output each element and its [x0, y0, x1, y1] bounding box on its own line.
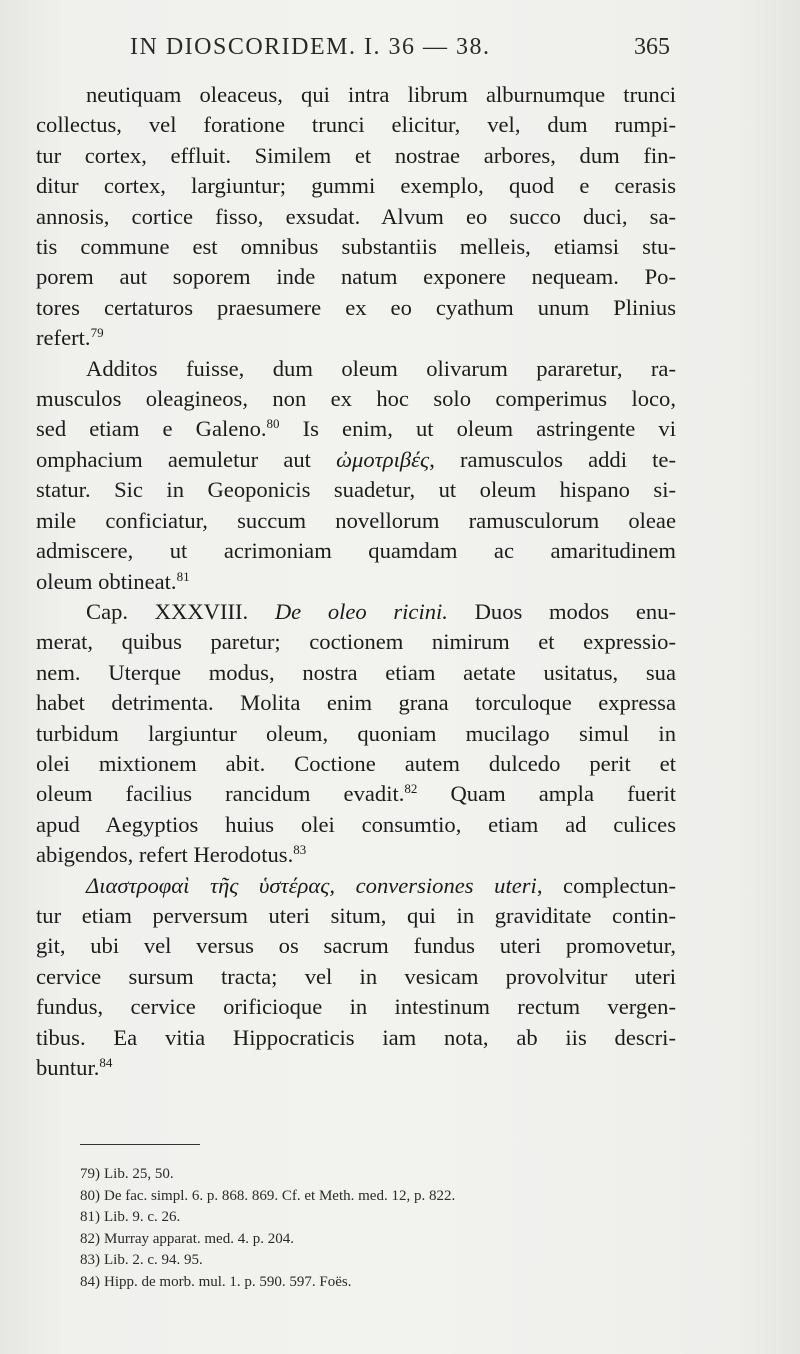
line-text: Cap. XXXVIII.: [86, 598, 275, 624]
line-text: Is enim, ut oleum astringente vi: [279, 416, 677, 442]
text-line: [36, 506, 676, 536]
footnote-text: De fac. simpl. 6. p. 868. 869. Cf. et Meth. med. 12, p. 822.: [104, 1187, 456, 1204]
line-text: abigendos, refert Herodotus.: [36, 842, 294, 868]
text-line: [36, 627, 676, 657]
text-line: [36, 658, 676, 688]
footnote-item: [58, 1207, 698, 1229]
line-text: olei mixtionem abit. Coctione autem dulcedo perit et: [36, 750, 676, 776]
line-text: omphacium aemuletur aut: [36, 446, 337, 472]
italic-phrase: ὠμοτριβές: [336, 446, 430, 472]
footnotes: [58, 1164, 698, 1293]
text-line: [36, 1053, 676, 1083]
line-text: tores certaturos praesumere ex eo cyathum unum Plinius: [36, 294, 676, 320]
line-text: Quam ampla fuerit: [417, 781, 676, 807]
text-line: [36, 719, 676, 749]
text-line: [36, 688, 676, 718]
line-text: turbidum largiuntur oleum, quoniam mucilago simul in: [36, 720, 676, 746]
footnote-item: [58, 1186, 698, 1208]
line-text: merat, quibus paretur; coctionem nimirum et expressio-: [36, 629, 676, 655]
text-line: [36, 962, 676, 992]
text-line: [36, 80, 676, 110]
line-text: oleum facilius rancidum evadit.: [36, 781, 405, 807]
text-line: [36, 567, 676, 597]
text-line: [36, 871, 676, 901]
paragraph: [36, 354, 676, 597]
line-text: git, ubi vel versus os sacrum fundus uteri promovetur,: [36, 933, 676, 959]
line-text: fundus, cervice orificioque in intestinum rectum vergen-: [36, 994, 676, 1020]
text-line: [36, 901, 676, 931]
text-line: [36, 202, 676, 232]
line-text: , complectun-: [536, 872, 676, 898]
text-line: [36, 536, 676, 566]
line-text: refert.: [36, 325, 91, 351]
footnote-marker: 81: [176, 568, 190, 584]
line-text: tur etiam perversum uteri situm, qui in graviditate contin-: [36, 902, 676, 928]
footnote-marker: 82: [404, 781, 418, 797]
footnote-item: [58, 1250, 698, 1272]
line-text: , ramusculos addi te-: [429, 446, 676, 472]
text-line: [36, 931, 676, 961]
line-text: statur. Sic in Geoponicis suadetur, ut oleum hispano si-: [36, 477, 676, 503]
line-text: oleum obtineat.: [36, 568, 177, 594]
paragraph: [36, 597, 676, 871]
page-header: [130, 30, 670, 70]
line-text: buntur.: [36, 1055, 100, 1080]
text-line: [36, 749, 676, 779]
line-text: musculos oleagineos, non ex hoc solo comperimus loco,: [36, 386, 676, 412]
footnote-item: [58, 1229, 698, 1251]
italic-phrase: Διαστροφαὶ τῆς ὑστέρας, conversiones uteri: [86, 872, 537, 898]
text-line: [36, 1023, 676, 1053]
line-text: mile conficiatur, succum novellorum ramusculorum oleae: [36, 507, 676, 533]
page-number: 365: [634, 34, 670, 60]
footnote-marker: 84: [99, 1055, 113, 1070]
footnote-number: 81): [80, 1209, 100, 1225]
footnote-text: Lib. 25, 50.: [104, 1166, 174, 1182]
paragraph: [36, 871, 676, 1084]
text-line: [36, 597, 676, 627]
line-text: tibus. Ea vitia Hippocraticis iam nota, ab iis descri-: [36, 1024, 676, 1050]
line-text: annosis, cortice fisso, exsudat. Alvum eo succo duci, sa-: [36, 203, 676, 229]
line-text: admiscere, ut acrimoniam quamdam ac amaritudinem: [36, 538, 676, 564]
line-text: neutiquam oleaceus, qui intra librum alburnumque trunci: [86, 82, 676, 107]
line-text: apud Aegyptios huius olei consumtio, etiam ad culices: [36, 811, 676, 837]
text-line: [36, 354, 676, 384]
footnote-marker: 80: [266, 416, 280, 432]
footnote-rule: [80, 1144, 200, 1145]
footnote-number: 84): [80, 1273, 100, 1290]
text-line: [36, 445, 676, 475]
text-line: [36, 110, 676, 140]
footnote-number: 82): [80, 1230, 100, 1247]
text-line: [36, 475, 676, 505]
text-line: [36, 414, 676, 444]
line-text: sed etiam e Galeno.: [36, 416, 267, 442]
footnote-text: Lib. 9. c. 26.: [104, 1209, 181, 1225]
body-text: [36, 80, 676, 1083]
text-line: [36, 323, 676, 353]
footnote-text: Hipp. de morb. mul. 1. p. 590. 597. Foës.: [104, 1273, 352, 1290]
footnote-number: 83): [80, 1252, 100, 1268]
line-text: porem aut soporem inde natum exponere nequeam. Po-: [36, 264, 676, 290]
line-text: Additos fuisse, dum oleum olivarum pararetur, ra-: [86, 355, 676, 381]
running-title: IN DIOSCORIDEM. I. 36 — 38.: [130, 34, 491, 60]
text-line: [36, 293, 676, 323]
line-text: tis commune est omnibus substantiis melleis, etiamsi stu-: [36, 234, 676, 260]
text-line: [36, 810, 676, 840]
text-line: [36, 262, 676, 292]
text-line: [36, 232, 676, 262]
line-text: habet detrimenta. Molita enim grana torculoque expressa: [36, 690, 676, 716]
line-text: ditur cortex, largiuntur; gummi exemplo, quod e cerasis: [36, 173, 676, 199]
line-text: collectus, vel foratione trunci elicitur, vel, dum rumpi-: [36, 112, 676, 138]
text-line: [36, 840, 676, 870]
text-line: [36, 171, 676, 201]
footnote-item: [58, 1164, 698, 1186]
line-text: tur cortex, effluit. Similem et nostrae arbores, dum fin-: [36, 142, 676, 168]
text-line: [36, 779, 676, 809]
text-line: [36, 992, 676, 1022]
footnote-text: Murray apparat. med. 4. p. 204.: [104, 1230, 294, 1247]
paragraph: [36, 80, 676, 354]
text-line: [36, 384, 676, 414]
footnote-item: [58, 1272, 698, 1294]
footnote-number: 79): [80, 1166, 100, 1182]
footnote-number: 80): [80, 1187, 100, 1204]
line-text: nem. Uterque modus, nostra etiam aetate usitatus, sua: [36, 659, 676, 685]
footnote-marker: 79: [90, 325, 104, 341]
italic-phrase: De oleo ricini.: [274, 598, 448, 624]
text-line: [36, 141, 676, 171]
line-text: cervice sursum tracta; vel in vesicam provolvitur uteri: [36, 963, 676, 989]
footnote-marker: 83: [293, 842, 307, 858]
footnote-text: Lib. 2. c. 94. 95.: [104, 1252, 203, 1268]
line-text: Duos modos enu-: [447, 598, 677, 624]
